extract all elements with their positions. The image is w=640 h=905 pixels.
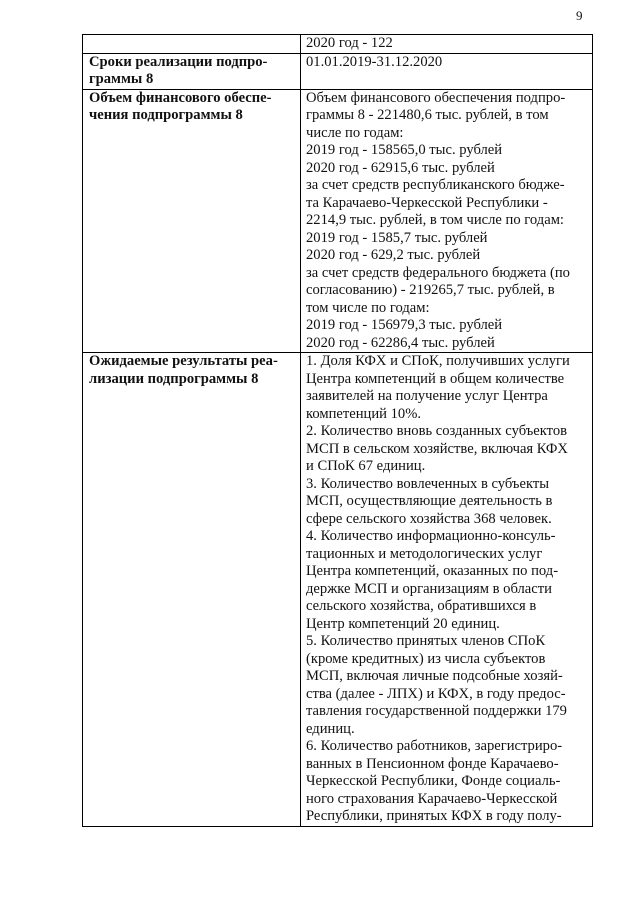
text-line: Черкесской Республики, Фонде социаль- xyxy=(306,773,561,789)
text-line: 6. Количество работников, зарегистриро- xyxy=(306,738,563,754)
text-line: держке МСП и организациям в области xyxy=(306,580,552,597)
text-line: чения подпрограммы 8 xyxy=(89,107,243,123)
text-line: 2020 год - 62286,4 тыс. рублей xyxy=(306,334,495,351)
text-line: 4. Количество информационно-консуль- xyxy=(306,528,556,544)
text-line: 2020 год - 62915,6 тыс. рублей xyxy=(306,159,495,176)
text-line: Объем финансового обеспе- xyxy=(89,89,272,106)
text-line: 2020 год - 122 xyxy=(306,35,393,51)
text-line: 2019 год - 1585,7 тыс. рублей xyxy=(306,229,488,246)
text-line: МСП в сельском хозяйстве, включая КФХ xyxy=(306,440,568,457)
text-line: ства (далее - ЛПХ) и КФХ, в году предос- xyxy=(306,685,566,702)
text-line: том числе по годам: xyxy=(306,299,430,316)
results-value-cell xyxy=(301,353,593,827)
text-line: компетенций 10%. xyxy=(306,405,422,422)
text-line: 2019 год - 158565,0 тыс. рублей xyxy=(306,142,503,158)
text-line: 2020 год - 629,2 тыс. рублей xyxy=(306,247,481,263)
text-line: тационных и методологических услуг xyxy=(306,545,543,562)
text-line: сфере сельского хозяйства 368 человек. xyxy=(306,510,552,527)
text-line: и СПоК 67 единиц. xyxy=(306,458,426,474)
text-line: Республики, принятых КФХ в году полу- xyxy=(306,808,562,824)
text-line: ванных в Пенсионном фонде Карачаево- xyxy=(306,755,559,772)
text-line: Центра компетенций в общем количестве xyxy=(306,370,565,387)
text-line: Сроки реализации подпро- xyxy=(89,53,268,70)
table-row-financing-volume xyxy=(83,89,593,353)
text-line: Центр компетенций 20 единиц. xyxy=(306,615,500,632)
text-line: согласованию) - 219265,7 тыс. рублей, в xyxy=(306,282,555,298)
text-line: 3. Количество вовлеченных в субъекты xyxy=(306,475,550,492)
text-line: Ожидаемые результаты реа- xyxy=(89,353,278,369)
text-line: граммы 8 - 221480,6 тыс. рублей, в том xyxy=(306,107,549,123)
text-line: сельского хозяйства, обратившихся в xyxy=(306,598,537,614)
page-number: 9 xyxy=(576,8,583,23)
text-line: та Карачаево-Черкесской Республики - xyxy=(306,194,548,211)
text-line: граммы 8 xyxy=(89,71,154,87)
text-line: ного страхования Карачаево-Черкесской xyxy=(306,790,558,807)
text-line: заявителей на получение услуг Центра xyxy=(306,388,548,404)
financing-label-cell xyxy=(83,89,301,353)
text-line: лизации подпрограммы 8 xyxy=(89,370,259,387)
subprogram-passport-table xyxy=(82,34,593,827)
text-line: 5. Количество принятых членов СПоК xyxy=(306,633,546,649)
period-label-cell xyxy=(83,53,301,89)
financing-value-cell xyxy=(301,89,593,353)
results-label-cell xyxy=(83,353,301,827)
text-line: за счет средств федерального бюджета (по xyxy=(306,264,570,281)
text-line: 2. Количество вновь созданных субъектов xyxy=(306,423,568,439)
text-line: МСП, осуществляющие деятельность в xyxy=(306,493,553,509)
text-line: 01.01.2019-31.12.2020 xyxy=(306,53,443,70)
table-row-implementation-period xyxy=(83,53,593,89)
text-line: единиц. xyxy=(306,720,355,737)
text-line: (кроме кредитных) из числа субъектов xyxy=(306,650,546,667)
text-line: МСП, включая личные подсобные хозяй- xyxy=(306,668,563,684)
text-line: 2019 год - 156979,3 тыс. рублей xyxy=(306,317,503,333)
text-line: числе по годам: xyxy=(306,124,404,141)
table-row-continued-indicator xyxy=(83,35,593,54)
text-line: Объем финансового обеспечения подпро- xyxy=(306,89,566,106)
table-row-expected-results xyxy=(83,353,593,827)
text-line: тавления государственной поддержки 179 xyxy=(306,703,567,719)
continued-label-cell xyxy=(83,35,301,54)
text-line: Центра компетенций, оказанных по под- xyxy=(306,563,559,579)
continued-value-cell xyxy=(301,35,593,54)
text-line: 2214,9 тыс. рублей, в том числе по годам: xyxy=(306,212,564,228)
period-value-cell xyxy=(301,53,593,89)
text-line: 1. Доля КФХ и СПоК, получивших услуги xyxy=(306,353,570,369)
text-line: за счет средств республиканского бюдже- xyxy=(306,177,565,193)
